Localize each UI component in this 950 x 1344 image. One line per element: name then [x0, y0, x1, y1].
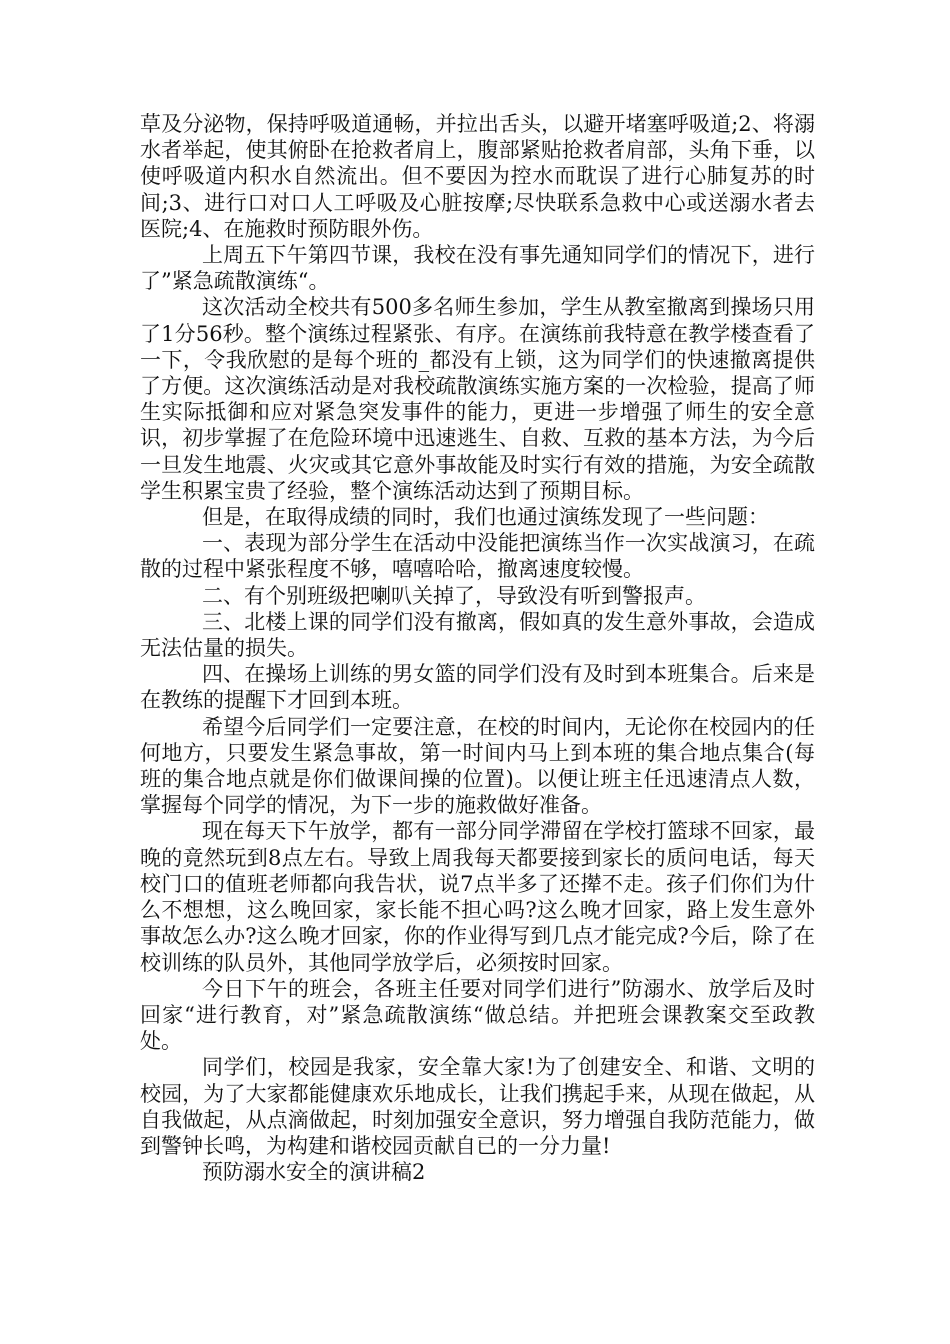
paragraph-closing-appeal: 同学们，校园是我家，安全靠大家!为了创建安全、和谐、文明的校园，为了大家都能健康欢乐地成长，让我们携起手来，从现在做起，从自我做起，从点滴做起，时刻加强安全意识，努力增强自我防范能力，做到警钟长鸣，为构建和谐校园贡献自已的一分力量!	[140, 1055, 815, 1158]
paragraph-assembly-guidance: 希望今后同学们一定要注意，在校的时间内，无论你在校园内的任何地方，只要发生紧急事故，第一时间内马上到本班的集合地点集合(每班的集合地点就是你们做课间操的位置)。以便让班主任迅速清点人数，掌握每个同学的情况，为下一步的施救做好准备。	[140, 714, 815, 818]
section-heading: 预防溺水安全的演讲稿2	[202, 1160, 426, 1185]
paragraph-problem-4: 四、在操场上训练的男女篮的同学们没有及时到本班集合。后来是在教练的提醒下才回到本班。	[140, 662, 815, 713]
paragraph-after-school: 现在每天下午放学，都有一部分同学滞留在学校打篮球不回家，最晚的竟然玩到8点左右。导致上周我每天都要接到家长的质问电话，每天校门口的值班老师都向我告状，说7点半多了还撵不走。孩子们你们为什么不想想，这么晚回家，家长能不担心吗?这么晚才回家，路上发生意外事故怎么办?这么晚才回家，你的作业得写到几点才能完成?今后，除了在校训练的队员外，其他同学放学后，必须按时回家。	[140, 819, 815, 975]
paragraph-problem-1: 一、表现为部分学生在活动中没能把演练当作一次实战演习，在疏散的过程中紧张程度不够，嘻嘻哈哈，撤离速度较慢。	[140, 531, 815, 582]
paragraph-rescue-steps: 草及分泌物，保持呼吸道通畅，并拉出舌头，以避开堵塞呼吸道;2、将溺水者举起，使其俯卧在抢救者肩上，腹部紧贴抢救者肩部，头角下垂，以使呼吸道内积水自然流出。但不要因为控水而耽误了进行心肺复苏的时间;3、进行口对口人工呼吸及心脏按摩;尽快联系急救中心或送溺水者去医院;4、在施救时预防眼外伤。	[140, 112, 815, 241]
paragraph-problems-intro: 但是，在取得成绩的同时，我们也通过演练发现了一些问题：	[202, 505, 769, 530]
document-page	[140, 111, 815, 1185]
paragraph-drill-intro: 上周五下午第四节课，我校在没有事先通知同学们的情况下，进行了”紧急疏散演练“。	[140, 243, 815, 294]
paragraph-problem-3: 三、北楼上课的同学们没有撤离，假如真的发生意外事故，会造成无法估量的损失。	[140, 609, 815, 661]
paragraph-problem-2: 二、有个别班级把喇叭关掉了，导致没有听到警报声。	[202, 583, 706, 608]
paragraph-drill-summary: 这次活动全校共有500多名师生参加，学生从教室撤离到操场只用了1分56秒。整个演练过程紧张、有序。在演练前我特意在教学楼查看了一下，令我欣慰的是每个班的_都没有上锁，这为同学们的快速撤离提供了方便。这次演练活动是对我校疏散演练实施方案的一次检验，提高了师生实际抵御和应对紧急突发事件的能力，更进一步增强了师生的安全意识，初步掌握了在危险环境中迅速逃生、自救、互救的基本方法，为今后一旦发生地震、火灾或其它意外事故能及时实行有效的措施，为安全疏散学生积累宝贵了经验，整个演练活动达到了预期目标。	[140, 295, 815, 503]
paragraph-class-meeting: 今日下午的班会，各班主任要对同学们进行”防溺水、放学后及时回家“进行教育，对”紧急疏散演练“做总结。并把班会课教案交至政教处。	[140, 976, 815, 1054]
